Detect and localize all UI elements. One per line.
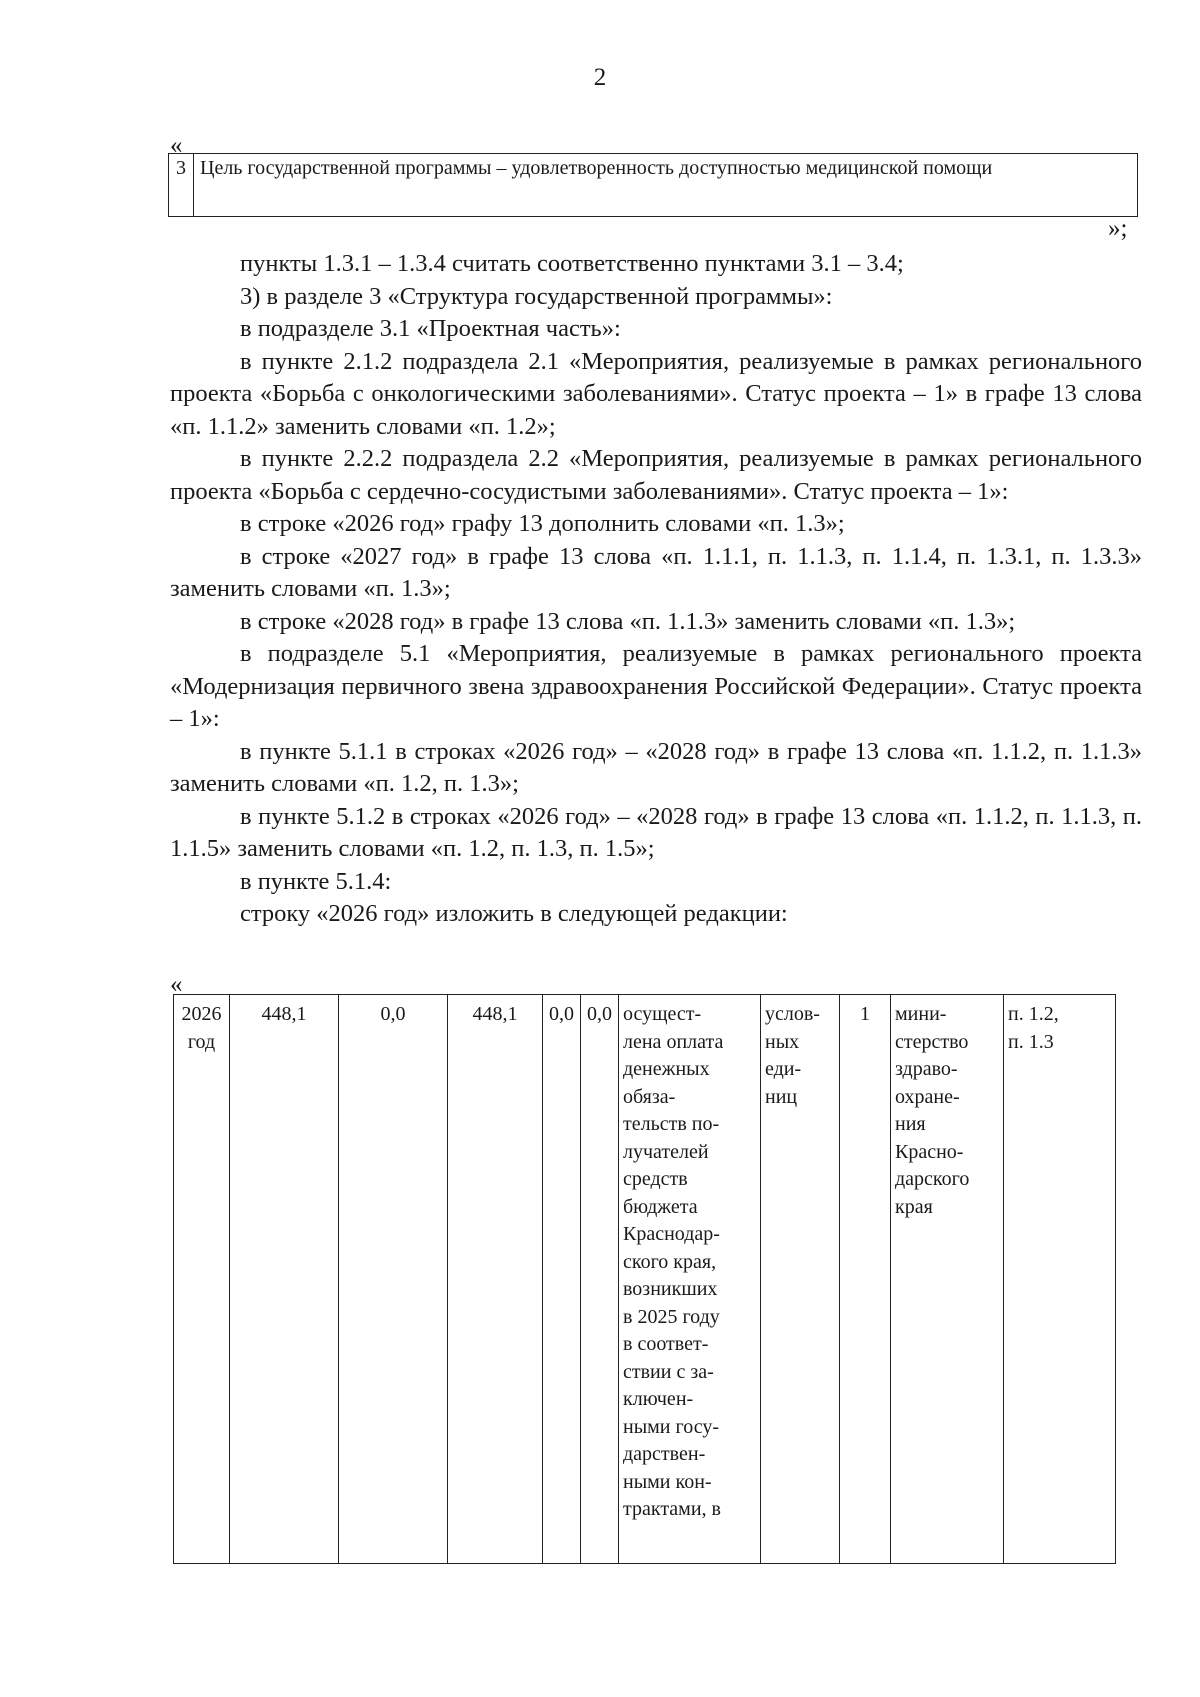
measure-table <box>173 994 1116 1564</box>
paragraph: строку «2026 год» изложить в следующей редакции: <box>240 900 788 927</box>
year-cell: 2026 год <box>174 995 230 1564</box>
paragraph: в пункте 2.1.2 подраздела 2.1 «Мероприятия, реализуемые в рамках регионального проекта «Борьба с онкологическими заболеваниями». Статус проекта – 1» в графе 13 слова «п. 1.1.2» заменить словами «п. 1.2»; <box>170 347 1142 440</box>
result-description-cell: осущест- лена оплата денежных обяза- тельств по- лучателей средств бюджета Краснодар- ского края, возникших в 2025 году в соответ- ствии с за- ключен- ными госу- дарствен- ными кон- трактами, в <box>619 995 761 1564</box>
table-row <box>169 154 1138 217</box>
paragraph: в строке «2026 год» графу 13 дополнить словами «п. 1.3»; <box>240 510 845 537</box>
opening-quote-mark-2: « <box>170 971 183 998</box>
paragraph: в пункте 5.1.2 в строках «2026 год» – «2028 год» в графе 13 слова «п. 1.1.2, п. 1.1.3, п. 1.1.5» заменить словами «п. 1.2, п. 1.3, п. 1.5»; <box>170 802 1142 862</box>
document-body <box>170 248 1142 931</box>
page-number: 2 <box>593 64 607 91</box>
paragraph: в пункте 5.1.1 в строках «2026 год» – «2028 год» в графе 13 слова «п. 1.1.2, п. 1.1.3» заменить словами «п. 1.2, п. 1.3»; <box>170 737 1142 797</box>
executor-cell: мини- стерство здраво- охране- ния Красно- дарского края <box>891 995 1004 1564</box>
links-cell: п. 1.2, п. 1.3 <box>1004 995 1116 1564</box>
paragraph: пункты 1.3.1 – 1.3.4 считать соответственно пунктами 3.1 – 3.4; <box>240 250 904 277</box>
table-row <box>174 995 1116 1564</box>
amount-cell: 0,0 <box>339 995 448 1564</box>
amount-cell: 448,1 <box>448 995 543 1564</box>
paragraph: в пункте 5.1.4: <box>240 867 392 895</box>
paragraph: в подразделе 3.1 «Проектная часть»: <box>240 315 621 342</box>
closing-quote-mark: »; <box>1108 215 1128 242</box>
goal-text-cell: Цель государственной программы – удовлетворенность доступностью медицинской помощи <box>194 154 1138 217</box>
amount-cell: 0,0 <box>543 995 581 1564</box>
unit-cell: услов- ных еди- ниц <box>761 995 840 1564</box>
opening-quote-mark: « <box>170 132 183 159</box>
value-cell: 1 <box>840 995 891 1564</box>
paragraph: в строке «2027 год» в графе 13 слова «п. 1.1.1, п. 1.1.3, п. 1.1.4, п. 1.3.1, п. 1.3.3» заменить словами «п. 1.3»; <box>170 542 1142 602</box>
total-amount-cell: 448,1 <box>230 995 339 1564</box>
paragraph: в строке «2028 год» в графе 13 слова «п. 1.1.3» заменить словами «п. 1.3»; <box>240 607 1016 635</box>
goal-table <box>168 153 1138 217</box>
goal-number-cell: 3 <box>169 154 194 217</box>
paragraph: в пункте 2.2.2 подраздела 2.2 «Мероприятия, реализуемые в рамках регионального проекта «Борьба с сердечно-сосудистыми заболеваниями». Статус проекта – 1»: <box>170 445 1142 505</box>
amount-cell: 0,0 <box>581 995 619 1564</box>
paragraph: 3) в разделе 3 «Структура государственной программы»: <box>240 282 833 310</box>
paragraph: в подразделе 5.1 «Мероприятия, реализуемые в рамках регионального проекта «Модернизация первичного звена здравоохранения Российской Федерации». Статус проекта – 1»: <box>170 640 1142 732</box>
